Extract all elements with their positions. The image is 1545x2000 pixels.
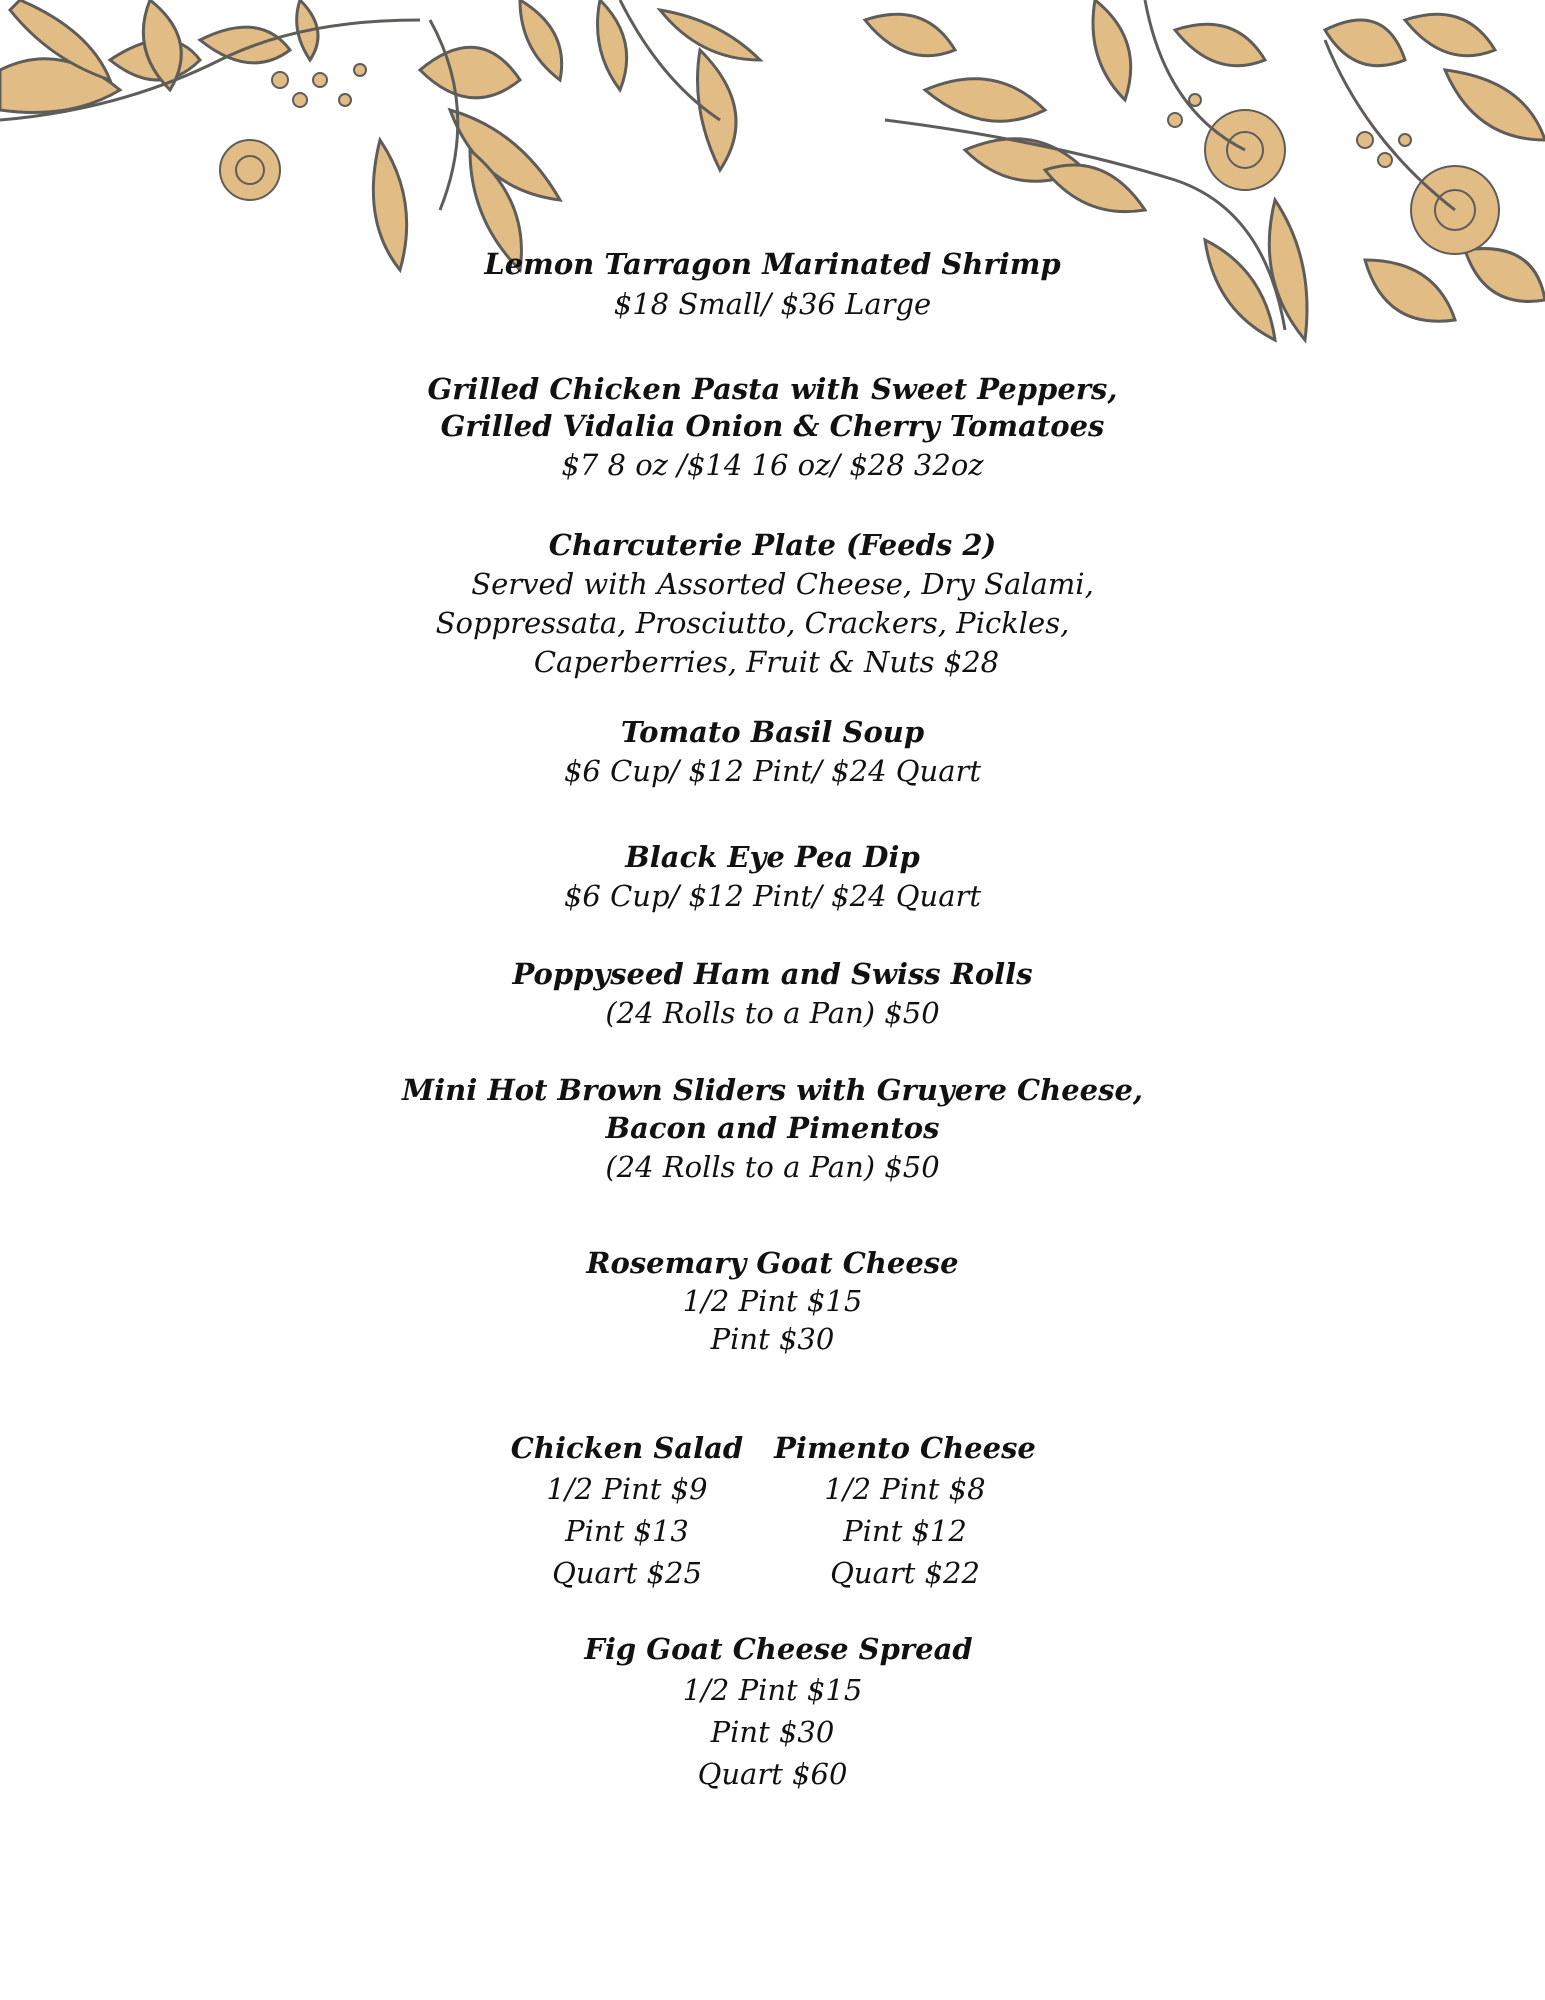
item-title: Fig Goat Cheese Spread xyxy=(584,1632,973,1666)
item-detail: Pint $12 xyxy=(843,1514,967,1548)
item-title: Poppyseed Ham and Swiss Rolls xyxy=(512,957,1033,991)
item-detail: Quart $22 xyxy=(830,1556,980,1590)
item-detail: Pint $30 xyxy=(710,1322,835,1356)
item-detail: Served with Assorted Cheese, Dry Salami, xyxy=(471,567,1094,601)
item-detail: (24 Rolls to a Pan) $50 xyxy=(605,996,940,1030)
item-title: Lemon Tarragon Marinated Shrimp xyxy=(484,247,1061,281)
item-detail: Soppressata, Prosciutto, Crackers, Pickles, xyxy=(435,606,1070,640)
item-title: Grilled Chicken Pasta with Sweet Peppers, xyxy=(427,372,1118,406)
item-title: Bacon and Pimentos xyxy=(605,1111,940,1145)
item-title: Mini Hot Brown Sliders with Gruyere Cheese, xyxy=(402,1073,1143,1107)
item-detail: (24 Rolls to a Pan) $50 xyxy=(605,1150,940,1184)
item-detail: $6 Cup/ $12 Pint/ $24 Quart xyxy=(563,879,982,913)
item-title: Chicken Salad xyxy=(510,1431,744,1465)
item-title: Black Eye Pea Dip xyxy=(625,840,920,874)
item-detail: Quart $25 xyxy=(552,1556,702,1590)
item-detail: $6 Cup/ $12 Pint/ $24 Quart xyxy=(563,754,982,788)
item-detail: Pint $13 xyxy=(565,1514,689,1548)
item-detail: Pint $30 xyxy=(710,1715,835,1749)
item-detail: 1/2 Pint $15 xyxy=(682,1673,863,1707)
item-title: Rosemary Goat Cheese xyxy=(586,1246,959,1280)
item-detail: Caperberries, Fruit & Nuts $28 xyxy=(533,645,1000,679)
item-detail: 1/2 Pint $8 xyxy=(824,1472,986,1506)
item-detail: 1/2 Pint $15 xyxy=(682,1284,863,1318)
floral-right-icon xyxy=(845,0,1545,400)
item-title: Tomato Basil Soup xyxy=(620,715,925,749)
item-detail: $18 Small/ $36 Large xyxy=(613,287,932,321)
item-title: Pimento Cheese xyxy=(774,1431,1036,1465)
item-detail: Quart $60 xyxy=(697,1757,848,1791)
item-title: Grilled Vidalia Onion & Cherry Tomatoes xyxy=(440,409,1105,443)
item-detail: $7 8 oz /$14 16 oz/ $28 32oz xyxy=(561,448,984,482)
item-title: Charcuterie Plate (Feeds 2) xyxy=(548,528,997,562)
item-detail: 1/2 Pint $9 xyxy=(546,1472,708,1506)
